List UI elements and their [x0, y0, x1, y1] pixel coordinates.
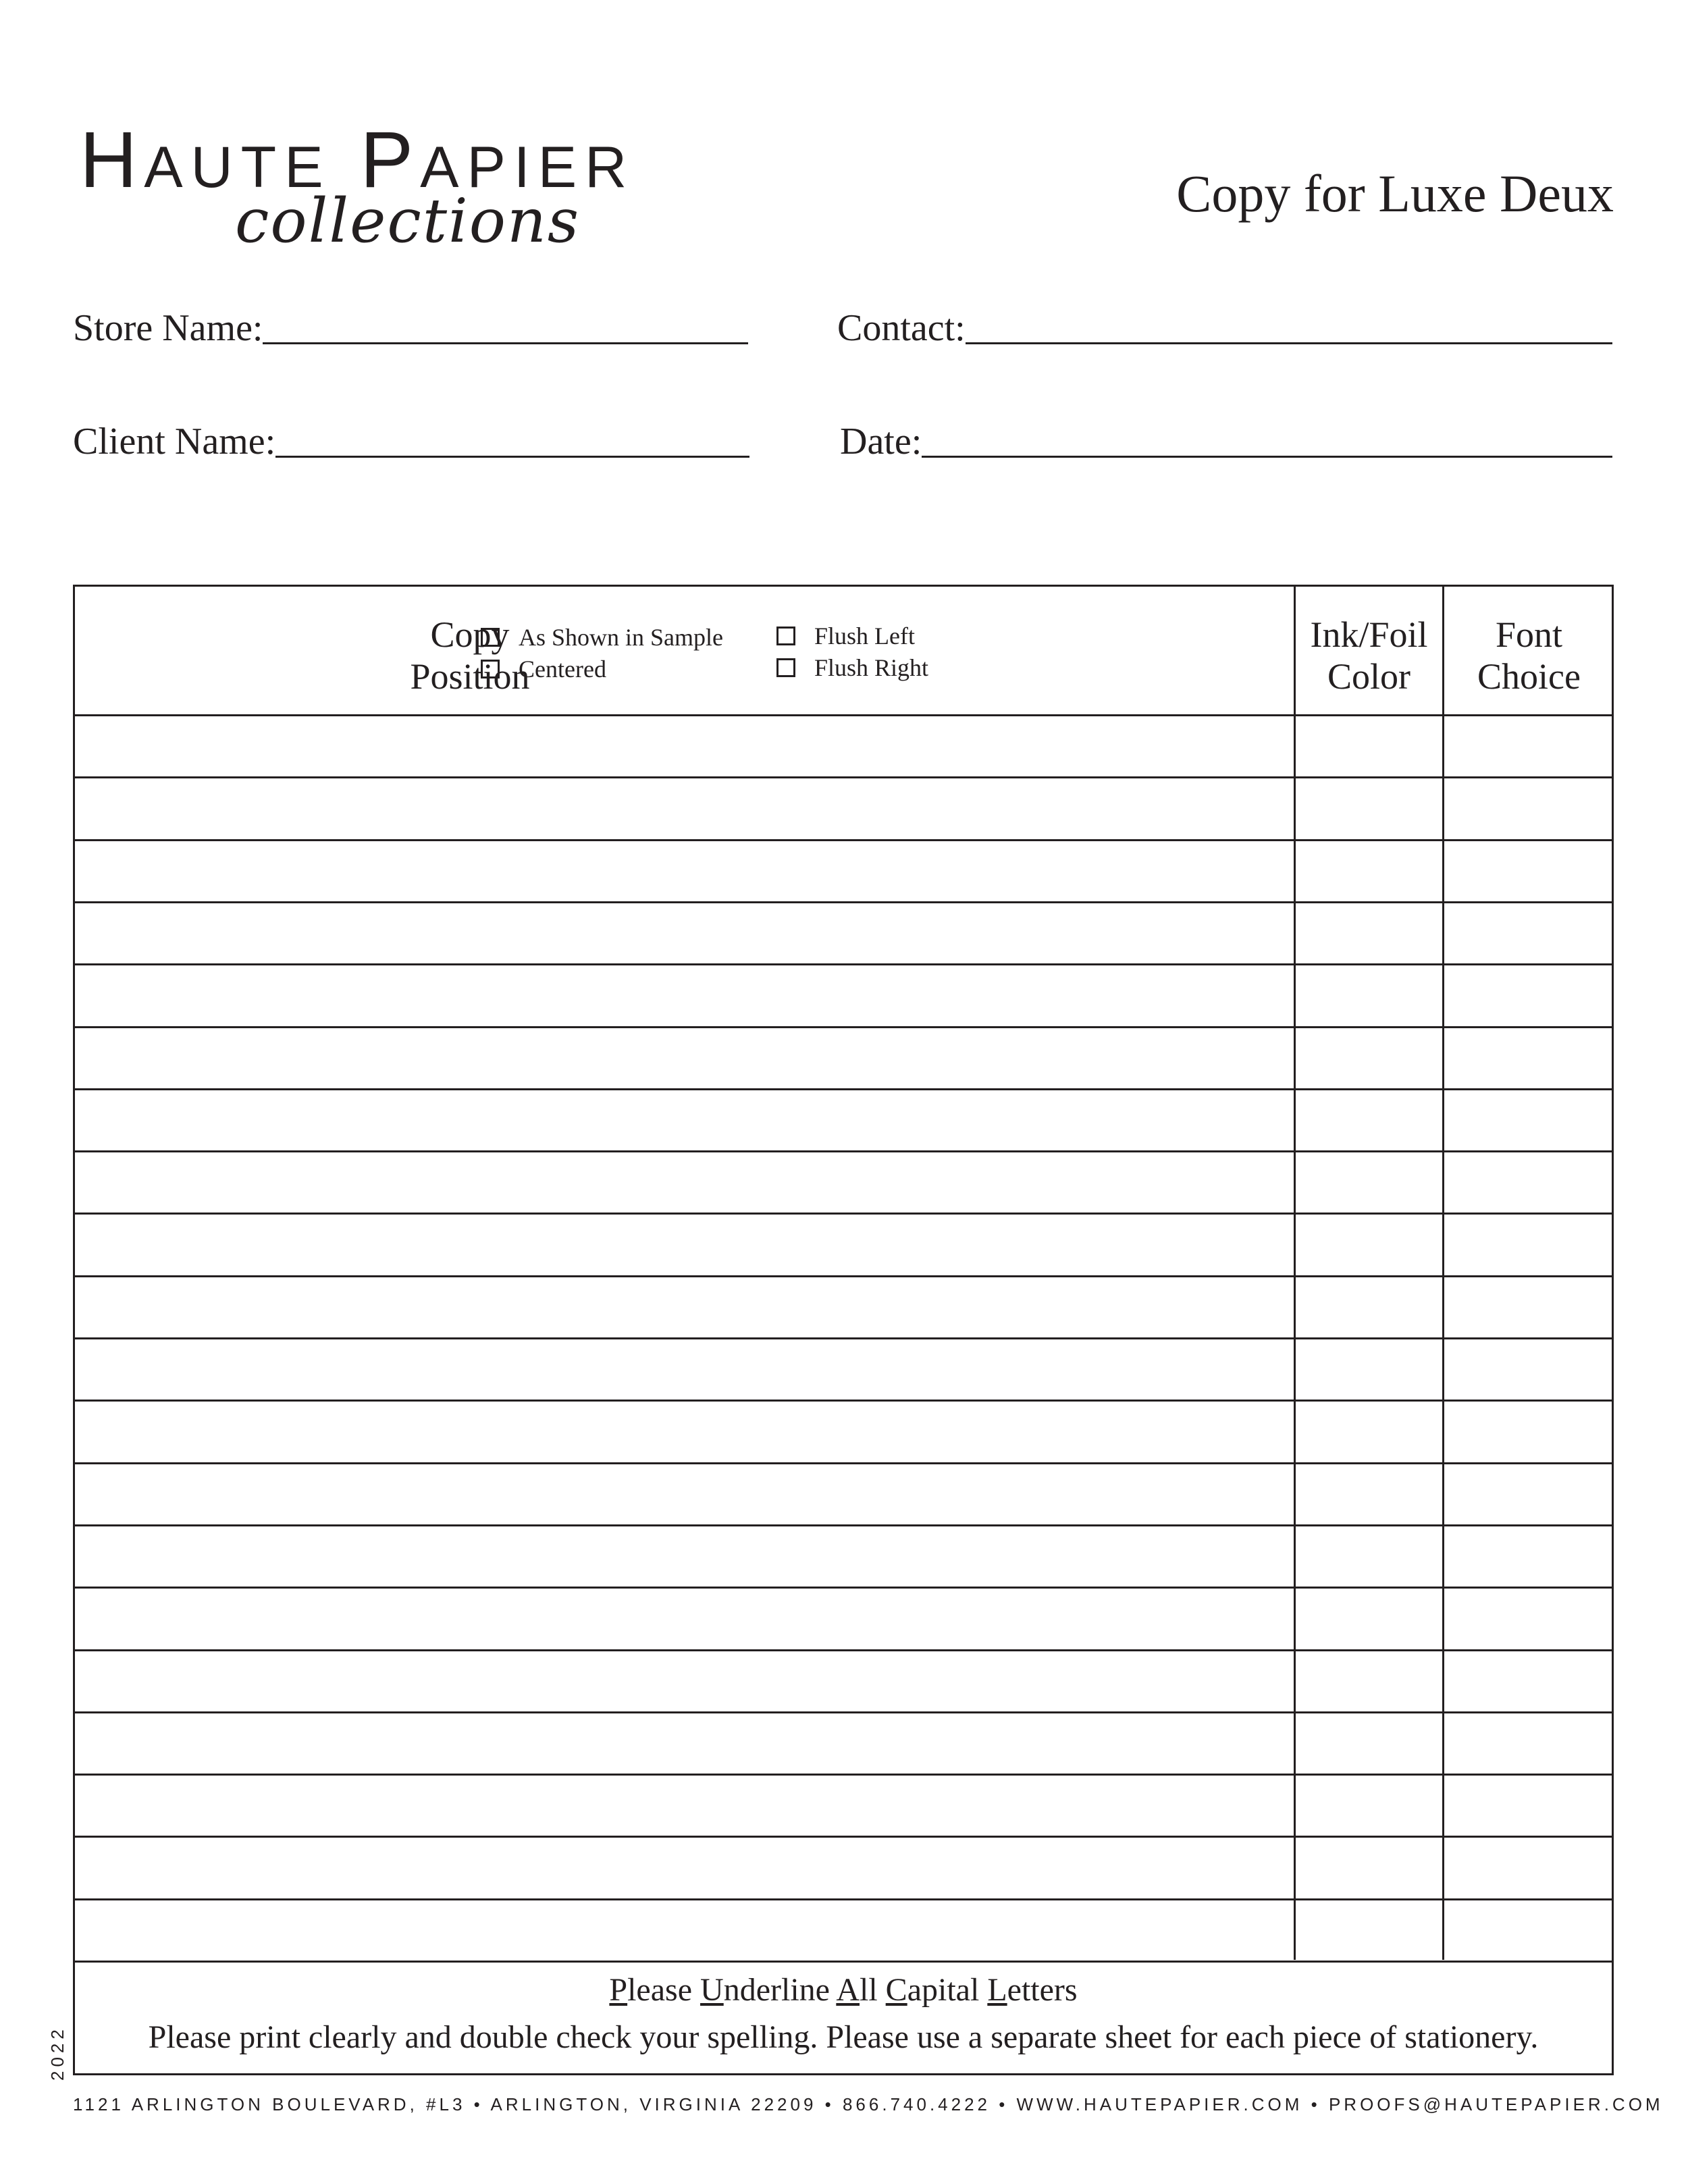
checkbox-flush-left[interactable]: [776, 627, 795, 645]
table-row[interactable]: [75, 1651, 1612, 1711]
option-centered-label: Centered: [519, 656, 606, 683]
store-name-field[interactable]: [73, 309, 748, 351]
option-flush-left[interactable]: [776, 624, 915, 648]
ink-header-line1: Ink/Foil: [1310, 614, 1428, 655]
table-row[interactable]: [75, 1028, 1612, 1088]
logo-letter-p: P: [360, 115, 421, 205]
logo-letter-h: H: [80, 115, 144, 205]
table-row[interactable]: [75, 1402, 1612, 1462]
year-mark: 2022: [47, 2025, 68, 2081]
option-as-shown-label: As Shown in Sample: [519, 624, 724, 651]
font-header-line2: Choice: [1477, 656, 1581, 697]
contact-field[interactable]: [837, 309, 1612, 351]
copy-header-line1: Copy: [430, 614, 510, 655]
copy-table: [73, 585, 1614, 2075]
table-row[interactable]: [75, 1277, 1612, 1337]
client-name-field[interactable]: [73, 423, 749, 464]
table-row[interactable]: [75, 903, 1612, 963]
option-flush-right[interactable]: [776, 656, 928, 680]
date-field[interactable]: [840, 423, 1612, 464]
note-cap-p: P: [609, 1972, 628, 2008]
note-cap-c: C: [885, 1972, 907, 2008]
contact-line[interactable]: [966, 336, 1612, 344]
note-cap-a: A: [836, 1972, 860, 2008]
copy-header-line2: Position: [410, 656, 530, 697]
date-line[interactable]: [922, 449, 1612, 458]
table-row[interactable]: [75, 1339, 1612, 1400]
note-cap-l: L: [987, 1972, 1007, 2008]
footer-address: 1121 ARLINGTON BOULEVARD, #L3 • ARLINGTON, VIRGINIA 22209 • 866.740.4222 • WWW.HAUTEPAPIER.COM • PROOFS@HAUTEPAPIER.COM: [73, 2094, 1664, 2114]
table-row[interactable]: [75, 716, 1612, 776]
form-title: Copy for Luxe Deux: [1176, 164, 1614, 223]
client-name-label: Client Name:: [73, 421, 276, 462]
note-cap-u: U: [700, 1972, 724, 2008]
table-row[interactable]: [75, 1464, 1612, 1524]
note-rest-a: ll: [860, 1972, 886, 2008]
table-row[interactable]: [75, 1215, 1612, 1275]
table-row[interactable]: [75, 965, 1612, 1026]
table-row[interactable]: [75, 1900, 1612, 1961]
row-divider: [75, 1961, 1612, 1963]
table-row[interactable]: [75, 1090, 1612, 1150]
table-row[interactable]: [75, 1152, 1612, 1213]
logo-rest-1: AUTE: [144, 135, 332, 200]
option-centered[interactable]: [481, 657, 606, 681]
underline-capitals-note: [73, 1974, 1614, 2006]
table-row[interactable]: [75, 1838, 1612, 1898]
print-clearly-note: Please print clearly and double check your spelling. Please use a separate sheet for each piece of stationery.: [148, 2019, 1539, 2055]
table-row[interactable]: [75, 1776, 1612, 1836]
checkbox-as-shown[interactable]: [481, 628, 500, 647]
font-header-line1: Font: [1495, 614, 1563, 655]
store-name-label: Store Name:: [73, 307, 263, 349]
note-rest-p: lease: [627, 1972, 701, 2008]
option-flush-right-label: Flush Right: [814, 654, 929, 681]
table-row[interactable]: [75, 1589, 1612, 1649]
table-row[interactable]: [75, 841, 1612, 901]
note-rest-u: nderline: [723, 1972, 837, 2008]
client-name-line[interactable]: [275, 449, 749, 458]
checkbox-centered[interactable]: [481, 660, 500, 678]
note-rest-l: etters: [1007, 1972, 1078, 2008]
table-row[interactable]: [75, 1526, 1612, 1587]
option-flush-left-label: Flush Left: [814, 622, 915, 649]
date-label: Date:: [840, 421, 922, 462]
note-rest-c: apital: [907, 1972, 988, 2008]
checkbox-flush-right[interactable]: [776, 658, 795, 677]
option-as-shown[interactable]: [481, 625, 723, 649]
logo-script: collections: [235, 186, 581, 257]
font-choice-header: [1444, 614, 1614, 697]
logo-rest-2: APIER: [420, 135, 635, 200]
ink-foil-header: [1296, 614, 1442, 697]
contact-label: Contact:: [837, 307, 966, 349]
table-row[interactable]: [75, 1713, 1612, 1774]
brand-logo: [80, 115, 701, 257]
store-name-line[interactable]: [263, 336, 748, 344]
ink-header-line2: Color: [1327, 656, 1410, 697]
table-row[interactable]: [75, 778, 1612, 838]
